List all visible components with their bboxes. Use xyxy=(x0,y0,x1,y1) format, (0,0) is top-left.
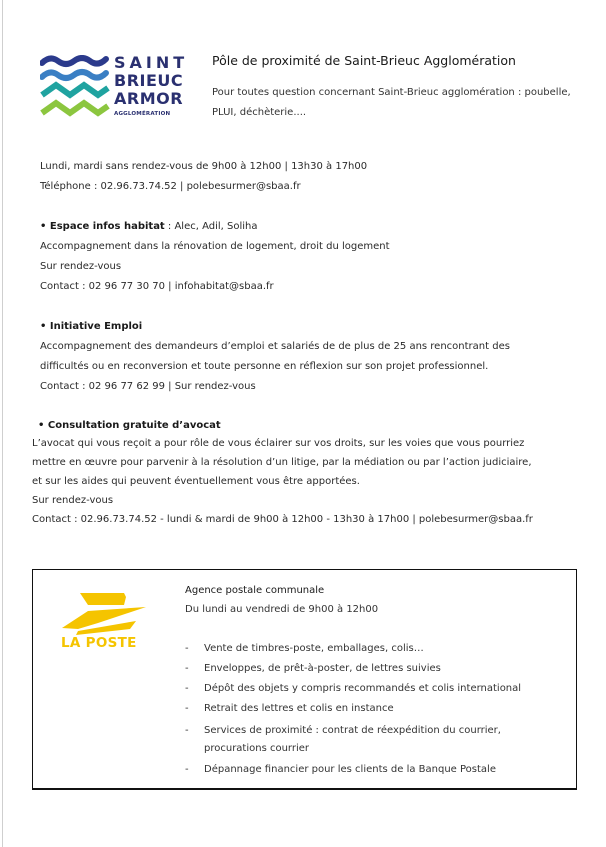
section-avocat-title: • Consultation gratuite d’avocat xyxy=(38,420,221,431)
logo-line-4: AGGLOMÉRATION xyxy=(114,111,171,117)
dash-bullet: - xyxy=(185,725,189,736)
contact-phone: Téléphone : 02.96.73.74.52 | polebesurmer@sbaa.fr xyxy=(40,181,301,192)
page-title: Pôle de proximité de Saint-Brieuc Agglomération xyxy=(212,53,516,68)
wave-stripe xyxy=(42,103,108,113)
section-emploi-contact: Contact : 02 96 77 62 99 | Sur rendez-vous xyxy=(40,381,256,392)
section-avocat-line: L’avocat qui vous reçoit a pour rôle de vous éclairer sur vos droits, sur les voies que vous pourriez xyxy=(32,438,525,449)
logo-line-1: SAINT xyxy=(114,53,189,72)
dash-bullet: - xyxy=(185,703,189,714)
service-label: Dépôt des objets y compris recommandés et colis international xyxy=(204,683,522,694)
section-avocat-line: mettre en œuvre pour parvenir à la résolution d’un litige, par la médiation ou par l’action judiciaire, xyxy=(32,457,532,468)
la-poste-wordmark: LA POSTE xyxy=(61,635,137,651)
service-label: Services de proximité : contrat de réexpédition du courrier, xyxy=(204,725,501,736)
section-habitat-line: Accompagnement dans la rénovation de logement, droit du logement xyxy=(40,241,390,252)
wave-stripe xyxy=(42,72,106,78)
service-label: Enveloppes, de prêt-à-poster, de lettres suivies xyxy=(204,663,441,674)
section-habitat-title: • Espace infos habitat xyxy=(40,221,165,232)
section-avocat-line: Sur rendez-vous xyxy=(32,495,114,506)
logo-line-3: ARMOR xyxy=(114,89,184,108)
header-description: Pour toutes question concernant Saint-Brieuc agglomération : poubelle, PLUI, déchèterie.... xyxy=(212,87,571,118)
service-label: Retrait des lettres et colis en instance xyxy=(204,703,394,714)
dash-bullet: - xyxy=(185,663,189,674)
dash-bullet: - xyxy=(185,764,189,775)
service-label: Vente de timbres-poste, emballages, colis… xyxy=(204,643,424,654)
section-emploi-title: • Initiative Emploi xyxy=(40,321,143,332)
waves-icon xyxy=(40,55,112,119)
section-avocat-contact: Contact : 02.96.73.74.52 - lundi & mardi de 9h00 à 12h00 - 13h30 à 17h00 | polebesurmer@sbaa.fr xyxy=(32,514,533,525)
section-avocat-line: et sur les aides qui peuvent éventuellement vous être apportées. xyxy=(32,476,360,487)
logo-line-2: BRIEUC xyxy=(114,71,184,90)
poste-hours: Du lundi au vendredi de 9h00 à 12h00 xyxy=(185,604,379,615)
dash-bullet: - xyxy=(185,643,189,654)
section-habitat-partners: : Alec, Adil, Soliha xyxy=(164,221,258,232)
bird-stroke xyxy=(62,607,146,629)
page-left-border xyxy=(2,0,3,847)
section-habitat-heading xyxy=(40,217,258,237)
opening-hours: Lundi, mardi sans rendez-vous de 9h00 à 12h00 | 13h30 à 17h00 xyxy=(40,161,368,172)
section-habitat-line: Sur rendez-vous xyxy=(40,261,122,272)
dash-bullet: - xyxy=(185,683,189,694)
bird-stroke xyxy=(80,593,126,605)
section-emploi-line: difficultés ou en reconversion et toute personne en réflexion sur son projet professionnel. xyxy=(40,361,489,372)
wave-stripe xyxy=(42,58,106,64)
service-label: Dépannage financier pour les clients de la Banque Postale xyxy=(204,764,496,775)
wave-stripe xyxy=(42,85,108,95)
service-label: procurations courrier xyxy=(204,743,310,754)
saint-brieuc-armor-logo xyxy=(40,55,190,120)
section-habitat-contact: Contact : 02 96 77 30 70 | infohabitat@sbaa.fr xyxy=(40,281,274,292)
section-emploi-line: Accompagnement des demandeurs d’emploi et salariés de de plus de 25 ans rencontrant des xyxy=(40,341,510,352)
poste-title: Agence postale communale xyxy=(185,585,325,596)
